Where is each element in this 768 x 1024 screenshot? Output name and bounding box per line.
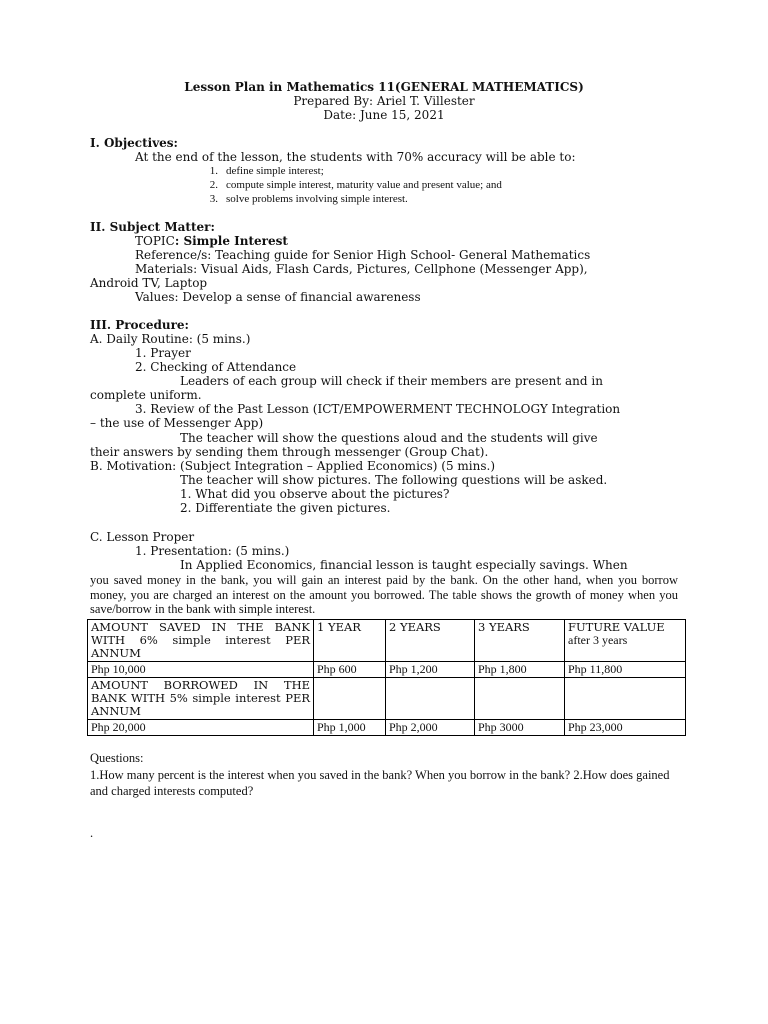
table-cell: Php 600 <box>314 662 386 678</box>
questions-heading: Questions: <box>90 751 144 765</box>
lesson-paragraph-first: In Applied Economics, financial lesson is taught especially savings. When <box>180 558 628 572</box>
table-row <box>88 678 686 720</box>
table-row <box>88 720 686 736</box>
motivation-detail: The teacher will show pictures. The following questions will be asked. <box>180 473 608 487</box>
prepared-by: Prepared By: Ariel T. Villester <box>293 94 475 108</box>
table-cell: Php 20,000 <box>88 720 314 736</box>
topic-line <box>135 234 288 248</box>
subject-matter-heading: II. Subject Matter: <box>90 220 215 234</box>
table-cell: Php 2,000 <box>386 720 475 736</box>
table-header-year3: 3 YEARS <box>475 620 565 662</box>
objective-item <box>196 164 324 178</box>
objective-number: 3. <box>209 193 218 205</box>
objectives-heading: I. Objectives: <box>90 136 178 150</box>
attendance-item: 2. Checking of Attendance <box>135 360 297 374</box>
daily-routine: A. Daily Routine: (5 mins.) <box>90 332 251 346</box>
document-date: Date: June 15, 2021 <box>323 108 445 122</box>
table-borrowed-label: AMOUNT BORROWED IN THE BANK WITH 5% simple interest PER ANNUM <box>88 678 314 720</box>
lesson-proper-heading: C. Lesson Proper <box>90 530 195 544</box>
objective-text: compute simple interest, maturity value and present value; and <box>226 179 502 191</box>
table-cell: Php 3000 <box>475 720 565 736</box>
topic-value: : Simple Interest <box>174 234 288 248</box>
table-cell-empty <box>314 678 386 720</box>
objective-item <box>196 192 408 206</box>
review-detail: The teacher will show the questions aloud and the students will give <box>180 431 598 445</box>
objective-text: solve problems involving simple interest. <box>226 193 408 205</box>
objectives-intro: At the end of the lesson, the students with 70% accuracy will be able to: <box>135 150 576 164</box>
future-value-label: FUTURE VALUE <box>568 620 665 634</box>
objective-text: define simple interest; <box>226 165 324 177</box>
procedure-heading: III. Procedure: <box>90 318 189 332</box>
table-header-saved: AMOUNT SAVED IN THE BANK WITH 6% simple interest PER ANNUM <box>88 620 314 662</box>
materials-line-cont: Android TV, Laptop <box>90 276 208 290</box>
table-header-row <box>88 620 686 662</box>
motivation-heading: B. Motivation: (Subject Integration – Applied Economics) (5 mins.) <box>90 459 496 473</box>
materials-line: Materials: Visual Aids, Flash Cards, Pictures, Cellphone (Messenger App), <box>135 262 588 276</box>
attendance-detail: Leaders of each group will check if their members are present and in <box>180 374 603 388</box>
table-cell-empty <box>565 678 686 720</box>
prayer-item: 1. Prayer <box>135 346 191 360</box>
table-cell-empty <box>475 678 565 720</box>
objective-number: 2. <box>209 179 218 191</box>
table-cell: Php 11,800 <box>565 662 686 678</box>
reference-line: Reference/s: Teaching guide for Senior High School- General Mathematics <box>135 248 591 262</box>
table-cell: Php 10,000 <box>88 662 314 678</box>
table-cell: Php 1,000 <box>314 720 386 736</box>
motivation-question: 2. Differentiate the given pictures. <box>180 501 391 515</box>
table-header-year1: 1 YEAR <box>314 620 386 662</box>
document-title: Lesson Plan in Mathematics 11(GENERAL MATHEMATICS) <box>184 80 584 94</box>
review-item: 3. Review of the Past Lesson (ICT/EMPOWERMENT TECHNOLOGY Integration <box>135 402 621 416</box>
review-detail-cont: their answers by sending them through messenger (Group Chat). <box>90 445 489 459</box>
questions-text: 1.How many percent is the interest when you saved in the bank? When you borrow in the bank? 2.How does gained and charged interests computed? <box>90 768 670 798</box>
interest-table <box>87 619 686 736</box>
table-header-future-value <box>565 620 686 662</box>
table-row <box>88 662 686 678</box>
presentation-item: 1. Presentation: (5 mins.) <box>135 544 290 558</box>
lesson-paragraph: you saved money in the bank, you will gain an interest paid by the bank. On the other hand, when you borrow money, you are charged an interest on the amount you borrowed. The table shows the growth of money when you save/borrow in the bank with simple interest. <box>90 573 678 616</box>
motivation-question: 1. What did you observe about the pictures? <box>180 487 450 501</box>
topic-label: TOPIC <box>135 234 175 248</box>
attendance-detail-cont: complete uniform. <box>90 388 202 402</box>
future-value-sub: after 3 years <box>568 633 628 647</box>
values-line: Values: Develop a sense of financial awareness <box>135 290 421 304</box>
objective-item <box>196 178 502 192</box>
review-item-cont: – the use of Messenger App) <box>90 416 264 430</box>
table-cell-empty <box>386 678 475 720</box>
table-header-year2: 2 YEARS <box>386 620 475 662</box>
table-cell: Php 1,800 <box>475 662 565 678</box>
table-cell: Php 23,000 <box>565 720 686 736</box>
table-cell: Php 1,200 <box>386 662 475 678</box>
trailing-dot: . <box>90 826 94 840</box>
objective-number: 1. <box>209 165 218 177</box>
